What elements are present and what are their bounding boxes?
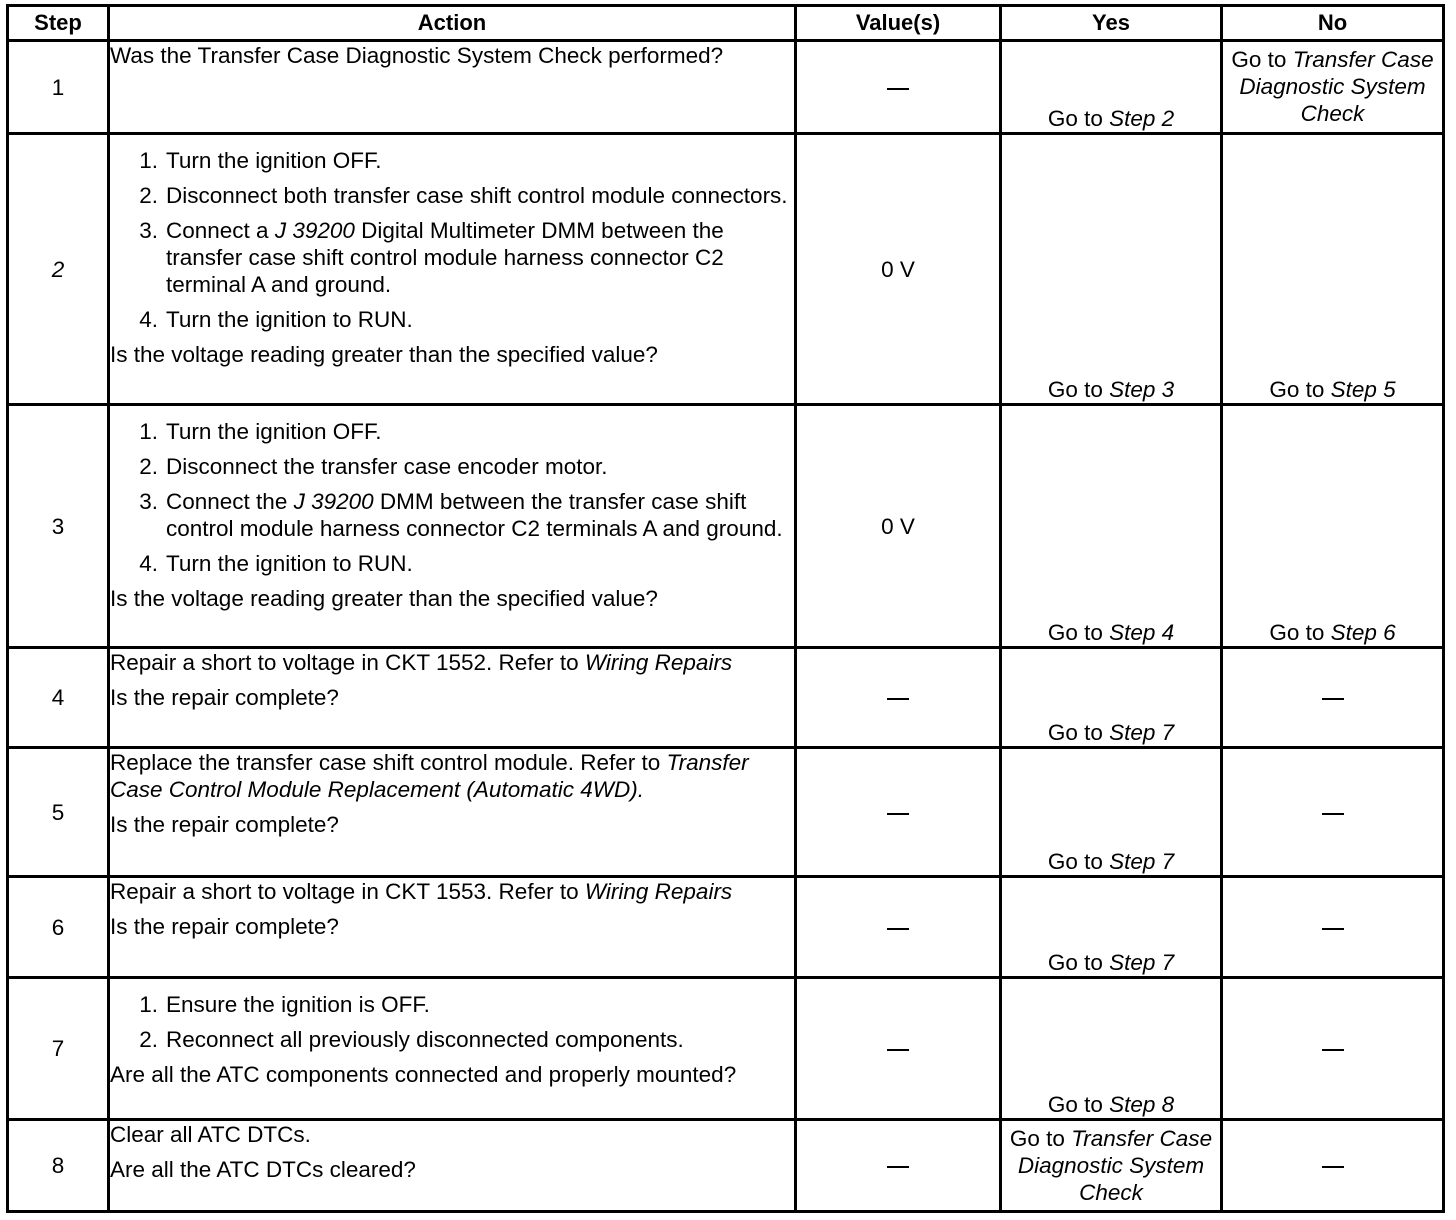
table-row-step-5 bbox=[8, 748, 1444, 877]
dash-mark bbox=[887, 928, 909, 930]
action-text: Repair a short to voltage in CKT 1552. Refer to Wiring Repairs bbox=[110, 650, 733, 675]
dash-mark bbox=[887, 698, 909, 700]
dash-mark bbox=[887, 88, 909, 90]
action-cell bbox=[109, 405, 796, 648]
table-row-step-8 bbox=[8, 1120, 1444, 1212]
yes-link[interactable]: Go to Step 4 bbox=[1047, 620, 1175, 645]
header-row bbox=[8, 6, 1444, 41]
yes-link[interactable]: Go to Step 3 bbox=[1047, 377, 1175, 402]
no-cell bbox=[1222, 648, 1444, 748]
action-question: Is the repair complete? bbox=[110, 812, 339, 837]
yes-cell bbox=[1001, 877, 1222, 978]
table-row-step-2 bbox=[8, 134, 1444, 405]
table-row-step-6 bbox=[8, 877, 1444, 978]
action-question: Is the repair complete? bbox=[110, 914, 339, 939]
dash-mark bbox=[1322, 1166, 1344, 1168]
no-cell bbox=[1222, 748, 1444, 877]
no-link[interactable]: Go to Transfer Case Diagnostic System Check bbox=[1231, 47, 1434, 126]
action-step: 2. Disconnect the transfer case encoder motor. bbox=[139, 454, 608, 479]
value-cell: 0 V bbox=[796, 134, 1001, 405]
no-link[interactable]: Go to Step 6 bbox=[1269, 620, 1396, 645]
action-cell bbox=[109, 134, 796, 405]
value-cell: 0 V bbox=[796, 405, 1001, 648]
no-cell bbox=[1222, 405, 1444, 648]
step-number: 7 bbox=[8, 978, 109, 1120]
no-link[interactable]: Go to Step 5 bbox=[1269, 377, 1396, 402]
tool-ref: J 39200 bbox=[274, 218, 355, 243]
yes-link[interactable]: Go to Step 7 bbox=[1047, 950, 1175, 975]
yes-cell bbox=[1001, 405, 1222, 648]
yes-cell bbox=[1001, 978, 1222, 1120]
tool-ref: J 39200 bbox=[293, 489, 374, 514]
manual-ref: Wiring Repairs bbox=[584, 879, 733, 904]
yes-link[interactable]: Go to Transfer Case Diagnostic System Check bbox=[1009, 1126, 1213, 1205]
dash-mark bbox=[1322, 1049, 1344, 1051]
value-cell bbox=[796, 978, 1001, 1120]
step-number: 6 bbox=[8, 877, 109, 978]
no-cell bbox=[1222, 877, 1444, 978]
action-step: 4. Turn the ignition to RUN. bbox=[139, 551, 413, 576]
table-row-step-4 bbox=[8, 648, 1444, 748]
yes-cell bbox=[1001, 134, 1222, 405]
yes-cell bbox=[1001, 1120, 1222, 1212]
value-cell bbox=[796, 877, 1001, 978]
header-yes: Yes bbox=[1001, 6, 1222, 41]
dash-mark bbox=[887, 1049, 909, 1051]
yes-link[interactable]: Go to Step 8 bbox=[1047, 1092, 1175, 1117]
no-cell bbox=[1222, 41, 1444, 134]
action-step: 1. Turn the ignition OFF. bbox=[139, 419, 382, 444]
action-cell bbox=[109, 877, 796, 978]
dash-mark bbox=[1322, 698, 1344, 700]
manual-ref: Wiring Repairs bbox=[584, 650, 733, 675]
dash-mark bbox=[1322, 813, 1344, 815]
action-cell bbox=[109, 41, 796, 134]
action-step: 1. Ensure the ignition is OFF. bbox=[139, 992, 430, 1017]
action-cell bbox=[109, 978, 796, 1120]
action-step: 2. Reconnect all previously disconnected components. bbox=[139, 1027, 684, 1052]
table-row-step-7 bbox=[8, 978, 1444, 1120]
value-cell bbox=[796, 41, 1001, 134]
action-cell bbox=[109, 748, 796, 877]
action-step: 1. Turn the ignition OFF. bbox=[139, 148, 382, 173]
header-step: Step bbox=[8, 6, 109, 41]
header-values: Value(s) bbox=[796, 6, 1001, 41]
action-question: Is the voltage reading greater than the specified value? bbox=[110, 342, 658, 367]
action-question: Is the voltage reading greater than the specified value? bbox=[110, 586, 658, 611]
action-step: 3. Connect a J 39200 Digital Multimeter DMM between the transfer case shift control module harness connector C2 terminal A and ground. bbox=[139, 218, 724, 297]
action-cell bbox=[109, 648, 796, 748]
header-no: No bbox=[1222, 6, 1444, 41]
action-steps bbox=[110, 991, 794, 1053]
step-number: 1 bbox=[8, 41, 109, 134]
no-cell bbox=[1222, 1120, 1444, 1212]
no-cell bbox=[1222, 134, 1444, 405]
yes-cell bbox=[1001, 748, 1222, 877]
action-cell bbox=[109, 1120, 796, 1212]
yes-cell bbox=[1001, 648, 1222, 748]
yes-link[interactable]: Go to Step 2 bbox=[1047, 106, 1175, 131]
value-cell bbox=[796, 748, 1001, 877]
step-number: 4 bbox=[8, 648, 109, 748]
step-number: 3 bbox=[8, 405, 109, 648]
yes-link[interactable]: Go to Step 7 bbox=[1047, 720, 1175, 745]
action-question: Are all the ATC DTCs cleared? bbox=[110, 1157, 416, 1182]
no-cell bbox=[1222, 978, 1444, 1120]
action-step: 4. Turn the ignition to RUN. bbox=[139, 307, 413, 332]
value-cell bbox=[796, 648, 1001, 748]
step-number: 5 bbox=[8, 748, 109, 877]
action-question: Are all the ATC components connected and properly mounted? bbox=[110, 1062, 737, 1087]
action-step: 2. Disconnect both transfer case shift control module connectors. bbox=[139, 183, 788, 208]
dash-mark bbox=[887, 1166, 909, 1168]
action-step: 3. Connect the J 39200 DMM between the transfer case shift control module harness connector C2 terminals A and ground. bbox=[139, 489, 783, 541]
action-question: Is the repair complete? bbox=[110, 685, 339, 710]
diagnostic-table bbox=[6, 4, 1445, 1213]
action-text: Replace the transfer case shift control module. Refer to Transfer Case Control Module Replacement (Automatic 4WD). bbox=[110, 750, 749, 802]
header-action: Action bbox=[109, 6, 796, 41]
action-steps bbox=[110, 147, 794, 333]
dash-mark bbox=[1322, 928, 1344, 930]
manual-ref: Transfer Case Control Module Replacement (Automatic 4WD). bbox=[110, 750, 749, 802]
table-row-step-1 bbox=[8, 41, 1444, 134]
action-steps bbox=[110, 418, 794, 577]
action-text: Was the Transfer Case Diagnostic System Check performed? bbox=[110, 43, 724, 68]
yes-link[interactable]: Go to Step 7 bbox=[1047, 849, 1175, 874]
value-cell bbox=[796, 1120, 1001, 1212]
action-text: Repair a short to voltage in CKT 1553. Refer to Wiring Repairs bbox=[110, 879, 733, 904]
yes-cell bbox=[1001, 41, 1222, 134]
action-text: Clear all ATC DTCs. bbox=[110, 1122, 311, 1147]
table-row-step-3 bbox=[8, 405, 1444, 648]
step-number: 2 bbox=[8, 134, 109, 405]
step-number: 8 bbox=[8, 1120, 109, 1212]
dash-mark bbox=[887, 813, 909, 815]
